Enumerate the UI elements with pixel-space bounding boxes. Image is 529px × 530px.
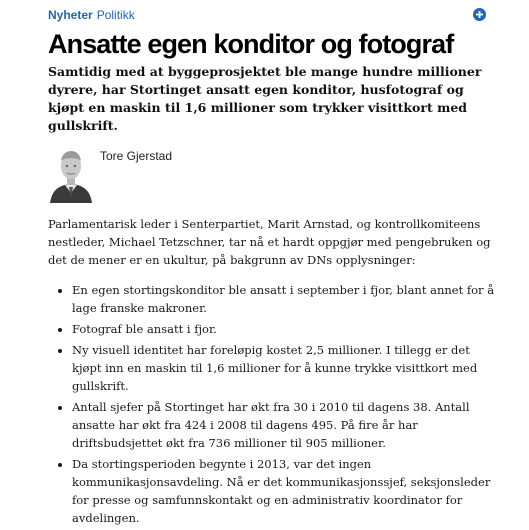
byline <box>48 145 496 205</box>
author-name[interactable]: Tore Gjerstad <box>100 149 173 163</box>
headline: Ansatte egen konditor og fotograf <box>48 29 454 59</box>
author-portrait-icon <box>48 145 94 203</box>
list-item: • Da stortingsperioden begynte i 2013, var det ingen kommunikasjonsavdeling. Nå er det kommunikasjonssjef, seksjonsleder for presse og samfunnskontakt og en administrativ koordinator for avdelingen. <box>72 455 496 527</box>
list-item: • Antall sjefer på Stortinget har økt fra 30 i 2010 til dagens 38. Antall ansatte har økt fra 424 i 2008 til dagens 495. På fire år har driftsbudsjettet økt fra 736 millioner til 905 millioner. <box>72 398 496 452</box>
article <box>48 0 496 530</box>
list-item: • Fotograf ble ansatt i fjor. <box>72 320 496 338</box>
list-item: • En egen stortingskonditor ble ansatt i september i fjor, blant annet for å lage franske makroner. <box>72 281 496 317</box>
author-avatar <box>48 145 94 203</box>
bullet-list <box>48 281 496 527</box>
kicker <box>48 7 496 23</box>
subsection-link[interactable]: Politikk <box>96 8 135 22</box>
section-link[interactable]: Nyheter <box>48 8 93 22</box>
plus-circle-icon <box>473 8 486 21</box>
body-paragraph: Parlamentarisk leder i Senterpartiet, Marit Arnstad, og kontrollkomiteens nestleder, Michael Tetzschner, tar nå et hardt oppgjør med pengebruken og det de mener er en ukultur, på bakgrunn av DNs opplysninger: <box>48 217 491 267</box>
list-item: • Ny visuell identitet har foreløpig kostet 2,5 millioner. I tillegg er det kjøpt inn en maskin til 1,6 millioner for å kunne trykke visittkort med gullskrift. <box>72 341 496 395</box>
add-button[interactable] <box>473 8 486 21</box>
lead-paragraph: Samtidig med at byggeprosjektet ble mange hundre millioner dyrere, har Stortinget ansatt egen konditor, husfotograf og kjøpt en maskin til 1,6 millioner som trykker visittkort med gullskrift. <box>48 64 482 133</box>
